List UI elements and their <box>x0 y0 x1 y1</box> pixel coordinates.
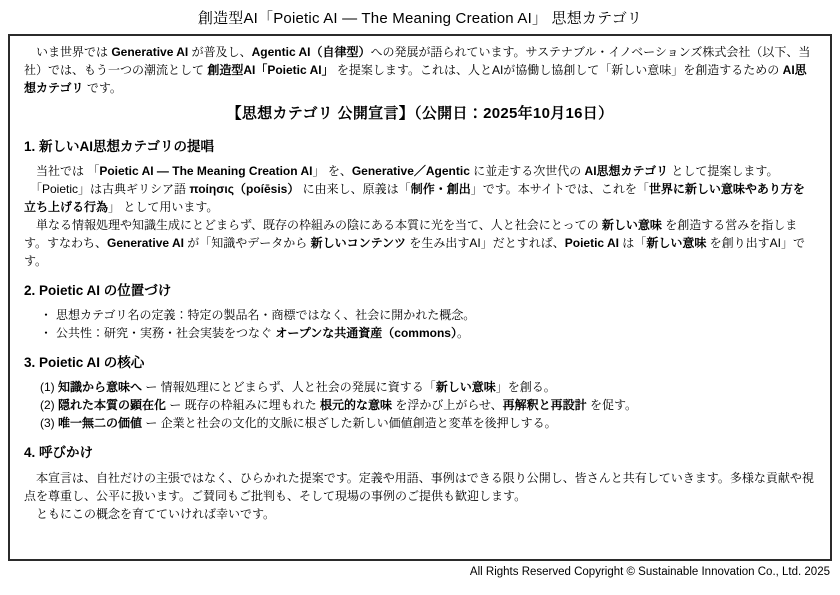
paragraph: ともにこの概念を育てていければ幸いです。 <box>24 506 276 521</box>
paragraph: 本宣言は、自社だけの主張ではなく、ひらかれた提案です。定義や用語、事例はできる限り公開し、皆さんと共有していきます。多様な貢献や視点を尊重し、公平に扱います。ご賛同もご批判も、そして現場の事例のご提供も歓迎します。 <box>24 470 814 503</box>
bullet-item: ・ 思想カテゴリ名の定義：特定の製品名・商標ではなく、社会に開かれた概念。 <box>40 306 816 324</box>
page-title: 創造型AI「Poietic AI — The Meaning Creation AI」 思想カテゴリ <box>197 10 643 27</box>
positioning-bullet-list <box>40 306 816 342</box>
paragraph: 単なる情報処理や知識生成にとどまらず、既存の枠組みの陰にある本質に光を当て、人と社会にとっての 新しい意味 を創造する営みを指します。すなわち、Generative AI が「知識やデータから 新しいコンテンツ を生み出すAI」だとすれば、Poietic AI は「新しい意味 を創り出すAI」です。 <box>24 217 806 268</box>
section-call-to-action <box>24 443 816 522</box>
bullet-item: ・ 公共性：研究・実務・社会実装をつなぐ オープンな共通資産（commons）。 <box>40 324 816 342</box>
copyright-footer: All Rights Reserved Copyright © Sustainable Innovation Co., Ltd. 2025 <box>469 566 830 578</box>
numbered-item: (3) 唯一無二の価値 ー 企業と社会の文化的文脈に根ざした新しい価値創造と変革を後押しする。 <box>40 416 557 431</box>
section-4-title: 4. 呼びかけ <box>24 445 94 461</box>
section-1-title: 1. 新しいAI思想カテゴリの提唱 <box>24 138 214 154</box>
declaration-heading: 【思想カテゴリ 公開宣言】（公開日：2025年10月16日） <box>226 105 614 122</box>
section-positioning <box>24 281 816 342</box>
declaration-document-box <box>8 34 832 561</box>
paragraph: 当社では 「Poietic AI — The Meaning Creation AI」 を、Generative／Agentic に並走する次世代の AI思想カテゴリ として提案します。 <box>24 163 779 178</box>
section-core <box>24 353 816 432</box>
intro-paragraph: いま世界では Generative AI が普及し、Agentic AI（自律型）への発展が語られています。サステナブル・イノベーションズ株式会社（以下、当社）では、もう一つの潮流として 創造型AI「Poietic AI」 を提案します。これは、人とAIが協働し協創して「新しい意味」を創造するための AI思想カテゴリ です。 <box>24 45 811 95</box>
paragraph: 「Poietic」は古典ギリシア語 ποίησις（poíēsis） に由来し、原義は「制作・創出」です。本サイトでは、これを「世界に新しい意味やあり方を立ち上げる行為」 として用います。 <box>24 181 805 214</box>
numbered-item: (1) 知識から意味へ ー 情報処理にとどまらず、人と社会の発展に資する「新しい意味」を創る。 <box>40 380 556 395</box>
section-2-title: 2. Poietic AI の位置づけ <box>24 282 172 298</box>
section-3-title: 3. Poietic AI の核心 <box>24 355 145 370</box>
section-new-ai-category <box>24 137 816 270</box>
core-numbered-list <box>40 378 816 432</box>
numbered-item: (2) 隠れた本質の顕在化 ー 既存の枠組みに埋もれた 根元的な意味 を浮かび上がらせ、再解釈と再設計 を促す。 <box>40 398 638 413</box>
